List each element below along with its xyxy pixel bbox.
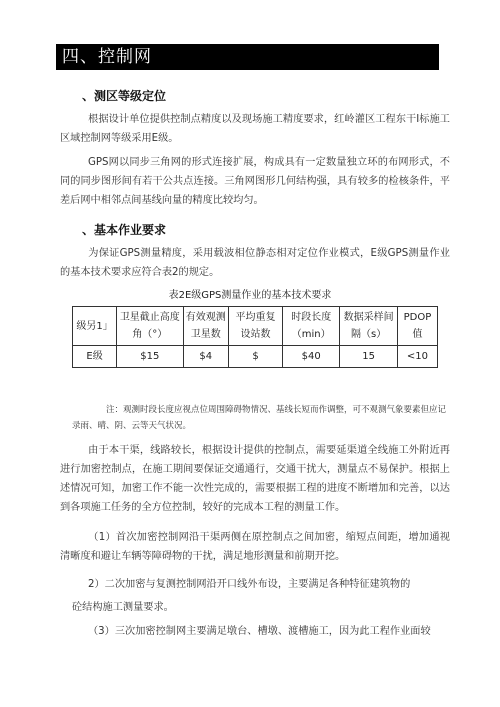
list-item-second-densification-text: 2）二次加密与复测控制网沿开口线外布设，主要满足各种特征建筑物的 bbox=[88, 579, 411, 590]
cell-grade: E级 bbox=[73, 346, 117, 368]
paragraph-densification bbox=[60, 441, 450, 517]
list-item-third-densification bbox=[60, 622, 450, 641]
cell-repeat-stations: $ bbox=[229, 346, 283, 368]
list-item-first-densification-text: （1）首次加密控制网沿干渠两侧在原控制点之间加密，缩短点间距，增加通视清晰度和避让车辆等障碍物的干扰，满足地形测量和前期开挖。 bbox=[60, 532, 450, 562]
cell-pdop: <10 bbox=[397, 346, 437, 368]
header-cell-pdop: PDOP值 bbox=[397, 307, 437, 346]
header-cell-session-length: 时段长度（min） bbox=[283, 307, 340, 346]
header-cell-satellites: 有效观测卫星数 bbox=[183, 307, 228, 346]
table-header-row bbox=[73, 307, 438, 346]
cell-sample-interval: 15 bbox=[340, 346, 398, 368]
header-cell-repeat-stations: 平均重复设站数 bbox=[229, 307, 283, 346]
chapter-banner: 四、控制网 bbox=[56, 44, 439, 70]
list-item-first-densification bbox=[60, 528, 450, 566]
paragraph-control-grade-text: 根据设计单位提供控制点精度以及现场施工精度要求，红岭灌区工程东干Ⅰ标施工区域控制网等级采用E级。 bbox=[60, 114, 450, 144]
cell-elevation-angle: $15 bbox=[117, 346, 183, 368]
table-caption: 表2E级GPS测量作业的基本技术要求 bbox=[168, 290, 332, 301]
cell-session-length: $40 bbox=[283, 346, 340, 368]
table-row bbox=[73, 346, 438, 368]
paragraph-densification-text: 由于本干渠，线路较长，根据设计提供的控制点，需要延渠道全线施工外附近再进行加密控制点，在施工期间要保证交通通行，交通干扰大，测量点不易保护。根据上述情况可知，加密工作不能一次性完成的，需要根据工程的进度不断增加和完善，以达到各项施工任务的全方位控制，较好的完成本工程的测量工作。 bbox=[60, 445, 450, 513]
cell-satellites: $4 bbox=[183, 346, 228, 368]
header-cell-elevation-angle: 卫星截止高度角（°） bbox=[117, 307, 183, 346]
table-note bbox=[72, 402, 446, 434]
section-heading-basic-requirements: 、基本作业要求 bbox=[82, 223, 167, 237]
paragraph-gps-network bbox=[60, 153, 450, 210]
table-note-text: 注：观测时段长度应视点位周围障碍物情况、基线长短而作调整，可不观测气象要素但应记录雨、晴、阴、云等天气状况。 bbox=[72, 405, 447, 431]
gps-requirements-table bbox=[72, 306, 438, 368]
header-cell-grade: 级另1」 bbox=[73, 307, 117, 346]
paragraph-gps-network-text: GPS网以同步三角网的形式连接扩展，构成具有一定数量独立环的布网形式，不同的同步图形间有若干公共点连接。三角网图形几何结构强，具有较多的检核条件，平差后网中相邻点间基线向量的精度比较均匀。 bbox=[60, 157, 450, 206]
list-item-second-densification-cont: 砼结构施工测量要求。 bbox=[72, 602, 174, 613]
paragraph-gps-precision bbox=[60, 244, 450, 282]
header-cell-sample-interval: 数据采样间隔（s） bbox=[340, 307, 398, 346]
list-item-third-densification-text: （3）三次加密控制网主要满足墩台、槽墩、渡槽施工，因为此工程作业面较 bbox=[88, 626, 431, 637]
paragraph-gps-precision-text: 为保证GPS测量精度，采用载波相位静态相对定位作业模式，E级GPS测量作业的基本技术要求应符合表2的规定。 bbox=[60, 248, 450, 278]
list-item-second-densification bbox=[60, 575, 450, 594]
paragraph-control-grade bbox=[60, 110, 450, 148]
section-heading-survey-level: 、测区等级定位 bbox=[82, 89, 167, 103]
